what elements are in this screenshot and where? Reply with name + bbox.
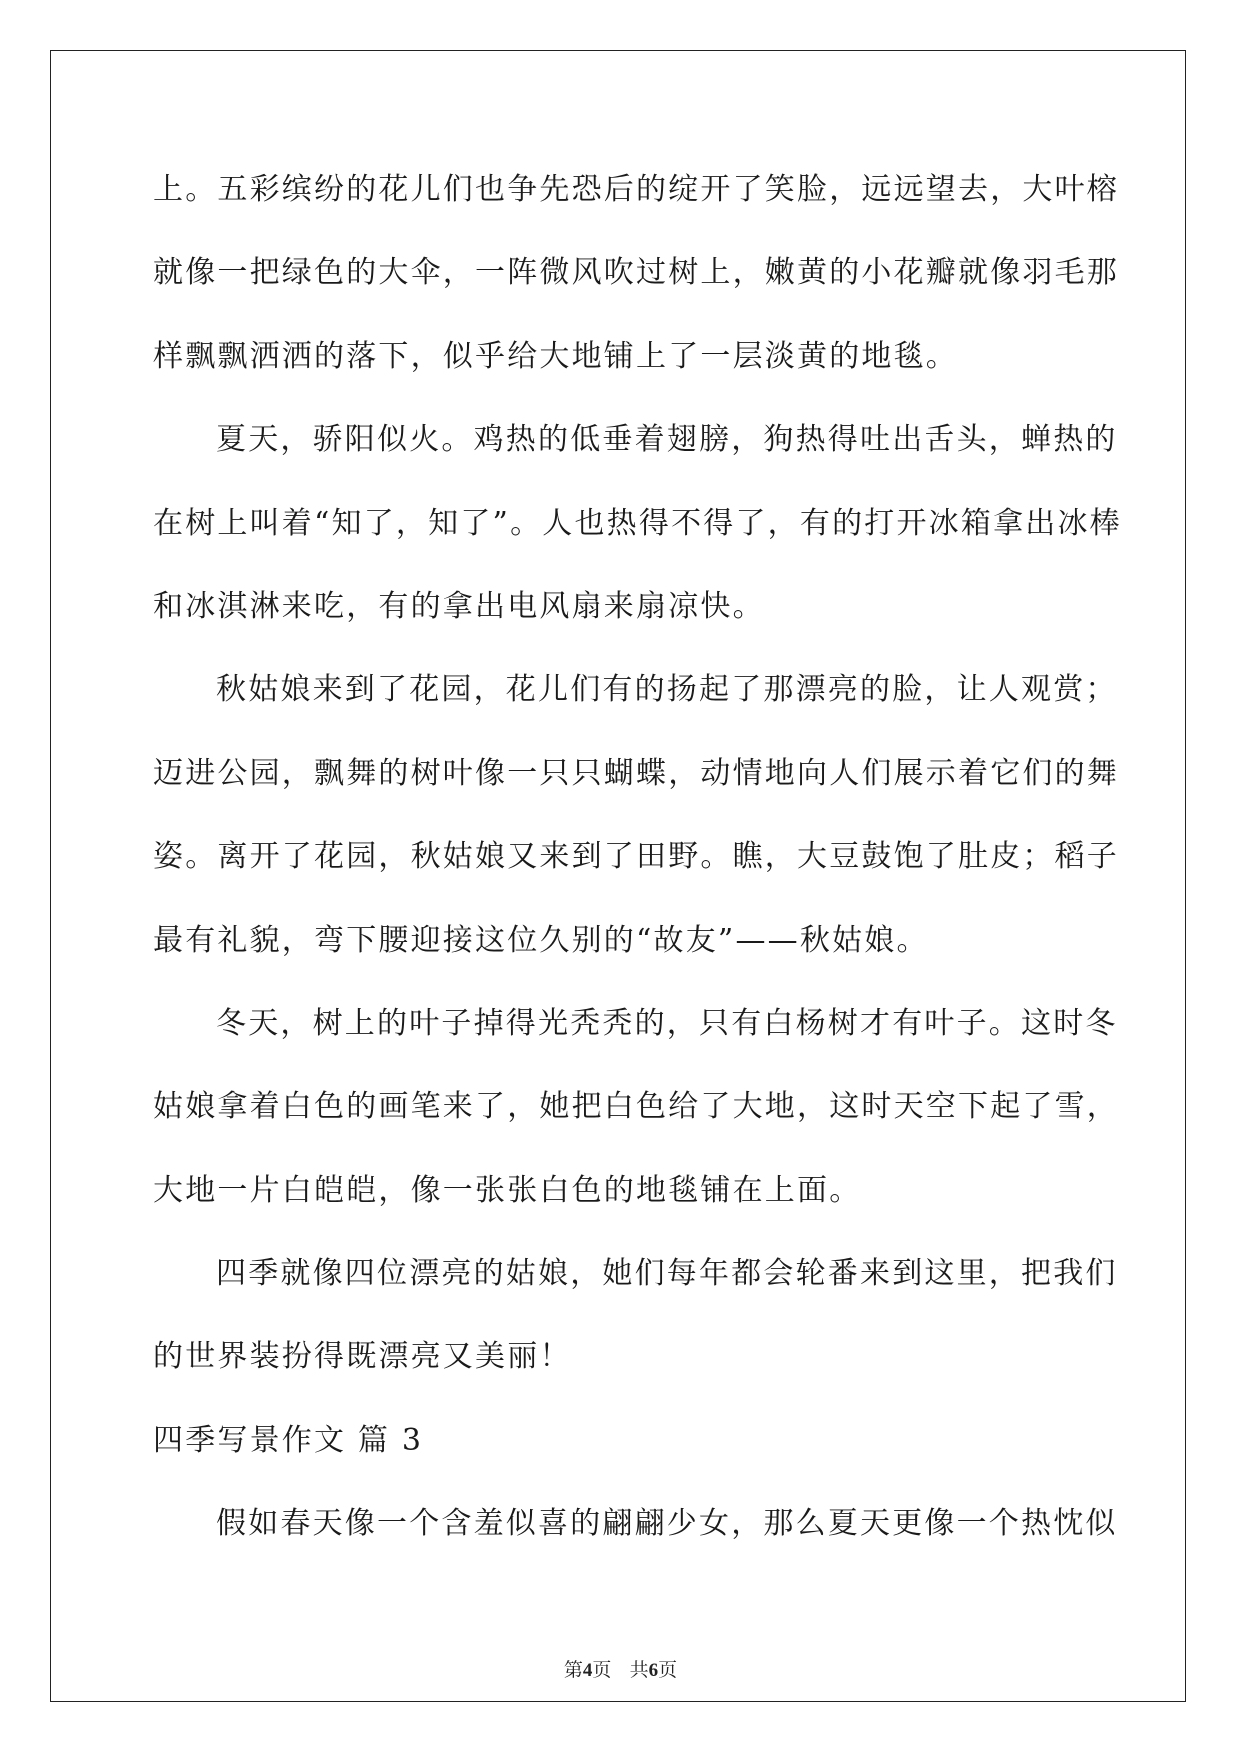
page-prefix: 第: [563, 1659, 583, 1681]
text-line: 就像一把绿色的大伞，一阵微风吹过树上，嫩黄的小花瓣就像羽毛那: [153, 255, 1119, 291]
document-body: [153, 160, 1122, 1554]
text-line: 在树上叫着“知了，知了”。人也热得不得了，有的打开冰箱拿出冰棒: [153, 505, 1122, 541]
paragraph-start-line: 冬天，树上的叶子掉得光秃秃的，只有白杨树才有叶子。这时冬: [216, 1005, 1118, 1041]
text-line: 样飘飘洒洒的落下，似乎给大地铺上了一层淡黄的地毯。: [153, 338, 958, 374]
page-suffix: 页: [592, 1659, 612, 1681]
text-line: 和冰淇淋来吃，有的拿出电风扇来扇凉快。: [153, 588, 765, 624]
total-suffix: 页: [658, 1659, 678, 1681]
paragraph-start-line: 夏天，骄阳似火。鸡热的低垂着翅膀，狗热得吐出舌头，蝉热的: [216, 422, 1118, 458]
text-line: 最有礼貌，弯下腰迎接这位久别的“故友”——秋姑娘。: [153, 922, 929, 958]
paragraph-start-line: 四季就像四位漂亮的姑娘，她们每年都会轮番来到这里，把我们: [216, 1256, 1118, 1292]
total-pages-number: 6: [648, 1660, 659, 1681]
text-line: 迈进公园，飘舞的树叶像一只只蝴蝶，动情地向人们展示着它们的舞: [153, 755, 1119, 791]
text-line: 的世界装扮得既漂亮又美丽！: [153, 1339, 572, 1375]
total-prefix: 共: [629, 1659, 649, 1681]
text-line: 上。五彩缤纷的花儿们也争先恐后的绽开了笑脸，远远望去，大叶榕: [153, 172, 1119, 207]
text-line: 姑娘拿着白色的画笔来了，她把白色给了大地，这时天空下起了雪，: [153, 1089, 1119, 1125]
text-line: 大地一片白皑皑，像一张张白色的地毯铺在上面。: [153, 1172, 862, 1208]
text-line: 姿。离开了花园，秋姑娘又来到了田野。瞧，大豆鼓饱了肚皮；稻子: [153, 839, 1119, 875]
current-page-number: 4: [582, 1660, 593, 1681]
paragraph-start-line: 假如春天像一个含羞似喜的翩翩少女，那么夏天更像一个热忱似: [216, 1506, 1118, 1542]
page-footer: [0, 1658, 1241, 1683]
paragraph-start-line: 秋姑娘来到了花园，花儿们有的扬起了那漂亮的脸，让人观赏；: [216, 672, 1118, 708]
section-heading: 四季写景作文 篇 3: [153, 1422, 424, 1458]
